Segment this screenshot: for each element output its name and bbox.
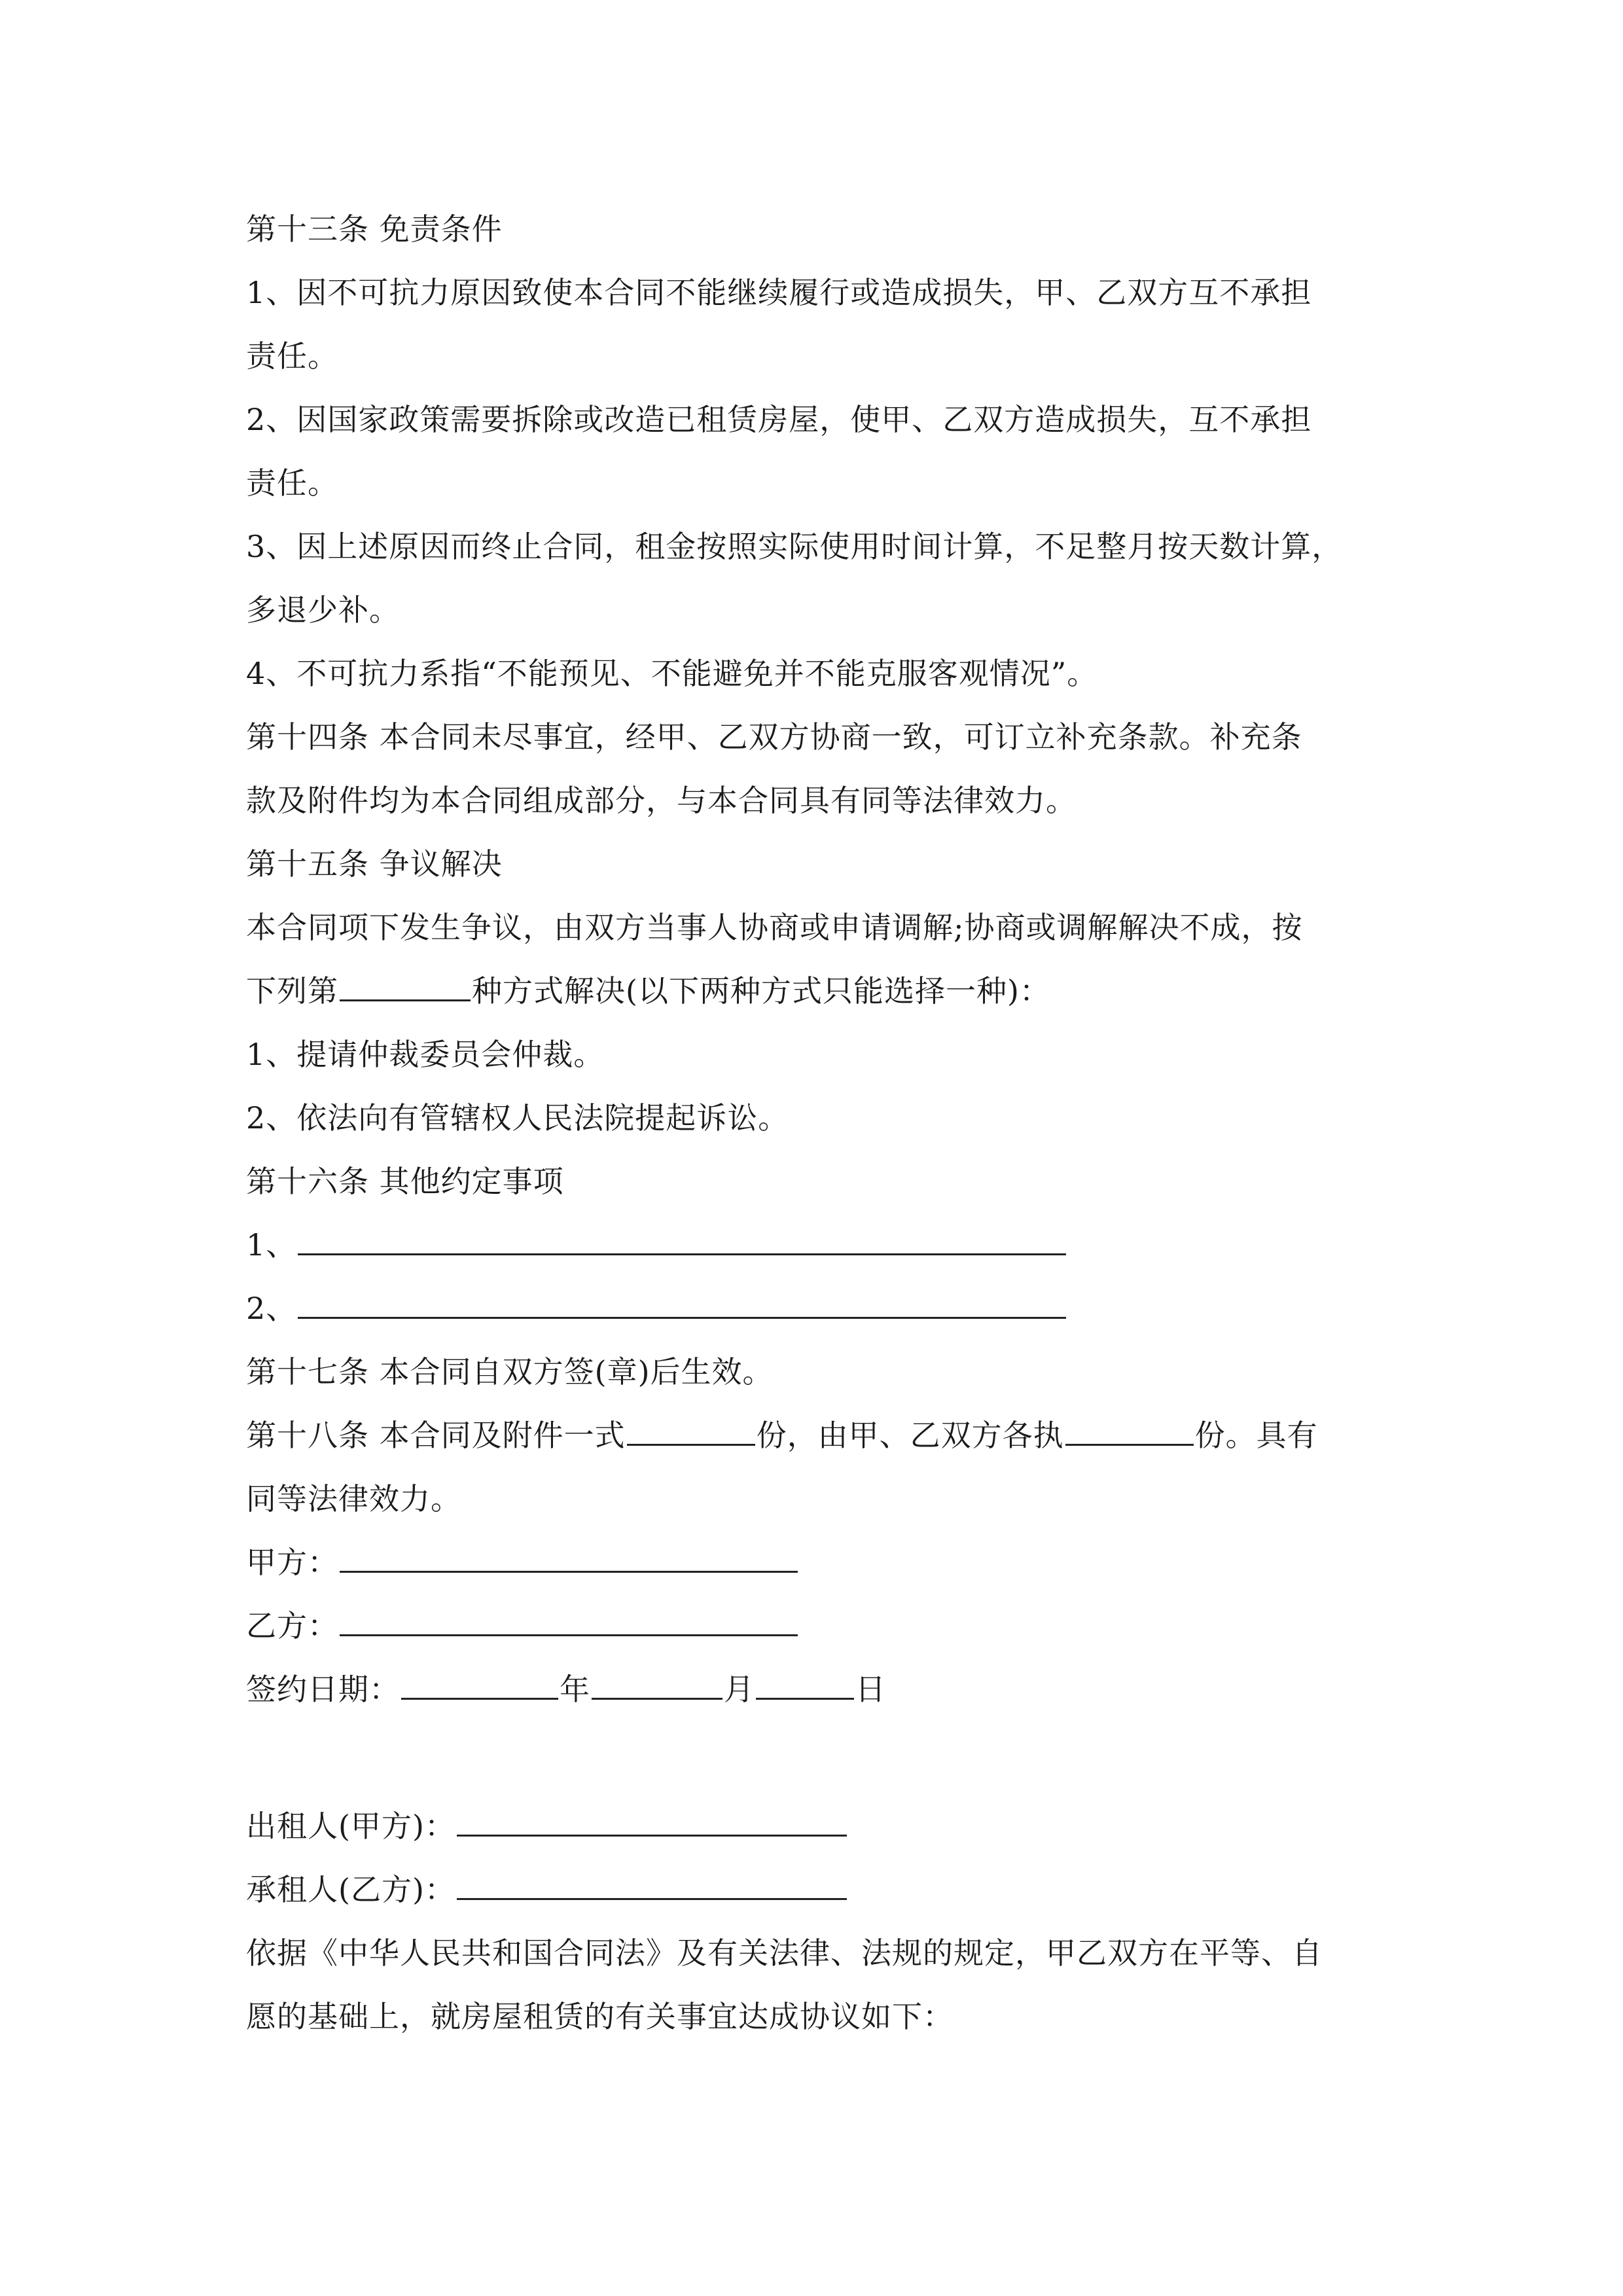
other-term-1-blank[interactable] [298,1227,1066,1255]
article-15-item-2: 2、依法向有管辖权人民法院提起诉讼。 [246,1100,789,1136]
other-term-2-blank[interactable] [298,1291,1066,1319]
article-13-title: 第十三条 免责条件 [246,211,503,247]
article-14-line-2: 款及附件均为本合同组成部分，与本合同具有同等法律效力。 [246,783,1077,818]
article-15-text-post: 种方式解决(以下两种方式只能选择一种)： [472,973,1050,1009]
copies-total-blank[interactable] [627,1418,755,1446]
party-b-signature-line [246,1606,799,1645]
party-b-signature-blank[interactable] [340,1608,798,1636]
article-13-item-2-line-2: 责任。 [246,465,338,501]
lessor-label: 出租人(甲方)： [246,1808,455,1844]
article-14-line-1: 第十四条 本合同未尽事宜，经甲、乙双方协商一致，可订立补充条款。补充条 [246,719,1302,755]
article-13-item-3-line-2: 多退少补。 [246,592,400,628]
party-a-signature-line [246,1543,799,1582]
article-18-text-post: 份。具有 [1194,1418,1318,1453]
article-16-title: 第十六条 其他约定事项 [246,1164,564,1199]
dispute-method-blank[interactable] [340,973,471,1001]
sign-date-line [246,1670,886,1709]
article-13-item-1-line-2: 责任。 [246,338,338,374]
article-18-line-2: 同等法律效力。 [246,1481,461,1516]
day-label: 日 [855,1672,886,1707]
article-13-item-3-line-1: 3、因上述原因而终止合同，租金按照实际使用时间计算，不足整月按天数计算， [246,529,1343,564]
lessee-label: 承租人(乙方)： [246,1872,455,1907]
article-16-item-1-number: 1、 [246,1227,297,1263]
article-18-text-mid: 份，由甲、乙双方各执 [756,1418,1064,1453]
article-16-item-2 [246,1289,1067,1328]
sign-date-label: 签约日期： [246,1672,400,1707]
article-15-text-pre: 下列第 [246,973,338,1009]
lessee-signature-line [246,1870,848,1909]
lessee-signature-blank[interactable] [457,1872,847,1900]
year-label: 年 [560,1672,590,1707]
lessor-signature-line [246,1806,848,1846]
article-15-line-2 [246,971,1050,1011]
article-15-line-1: 本合同项下发生争议，由双方当事人协商或申请调解;协商或调解解决不成，按 [246,910,1303,945]
article-16-item-2-number: 2、 [246,1291,297,1326]
article-13-item-2-line-1: 2、因国家政策需要拆除或改造已租赁房屋，使甲、乙双方造成损失，互不承担 [246,402,1312,437]
article-15-title: 第十五条 争议解决 [246,846,503,882]
sign-day-blank[interactable] [756,1672,854,1700]
article-16-item-1 [246,1225,1067,1265]
article-17: 第十七条 本合同自双方签(章)后生效。 [246,1354,774,1390]
party-a-signature-blank[interactable] [340,1545,798,1573]
article-13-item-1-line-1: 1、因不可抗力原因致使本合同不能继续履行或造成损失，甲、乙双方互不承担 [246,275,1312,310]
contract-basis-line-1: 依据《中华人民共和国合同法》及有关法律、法规的规定，甲乙双方在平等、自 [246,1935,1323,1971]
sign-month-blank[interactable] [592,1672,722,1700]
article-18-line-1 [246,1416,1318,1455]
article-15-item-1: 1、提请仲裁委员会仲裁。 [246,1037,605,1072]
month-label: 月 [724,1672,755,1707]
party-a-label: 甲方： [246,1545,338,1580]
party-b-label: 乙方： [246,1608,338,1643]
article-18-text-pre: 第十八条 本合同及附件一式 [246,1418,626,1453]
lessor-signature-blank[interactable] [457,1808,847,1837]
article-13-item-4: 4、不可抗力系指“不能预见、不能避免并不能克服客观情况”。 [246,656,1098,691]
sign-year-blank[interactable] [401,1672,558,1700]
copies-each-blank[interactable] [1065,1418,1194,1446]
contract-basis-line-2: 愿的基础上，就房屋租赁的有关事宜达成协议如下： [246,1999,954,2034]
